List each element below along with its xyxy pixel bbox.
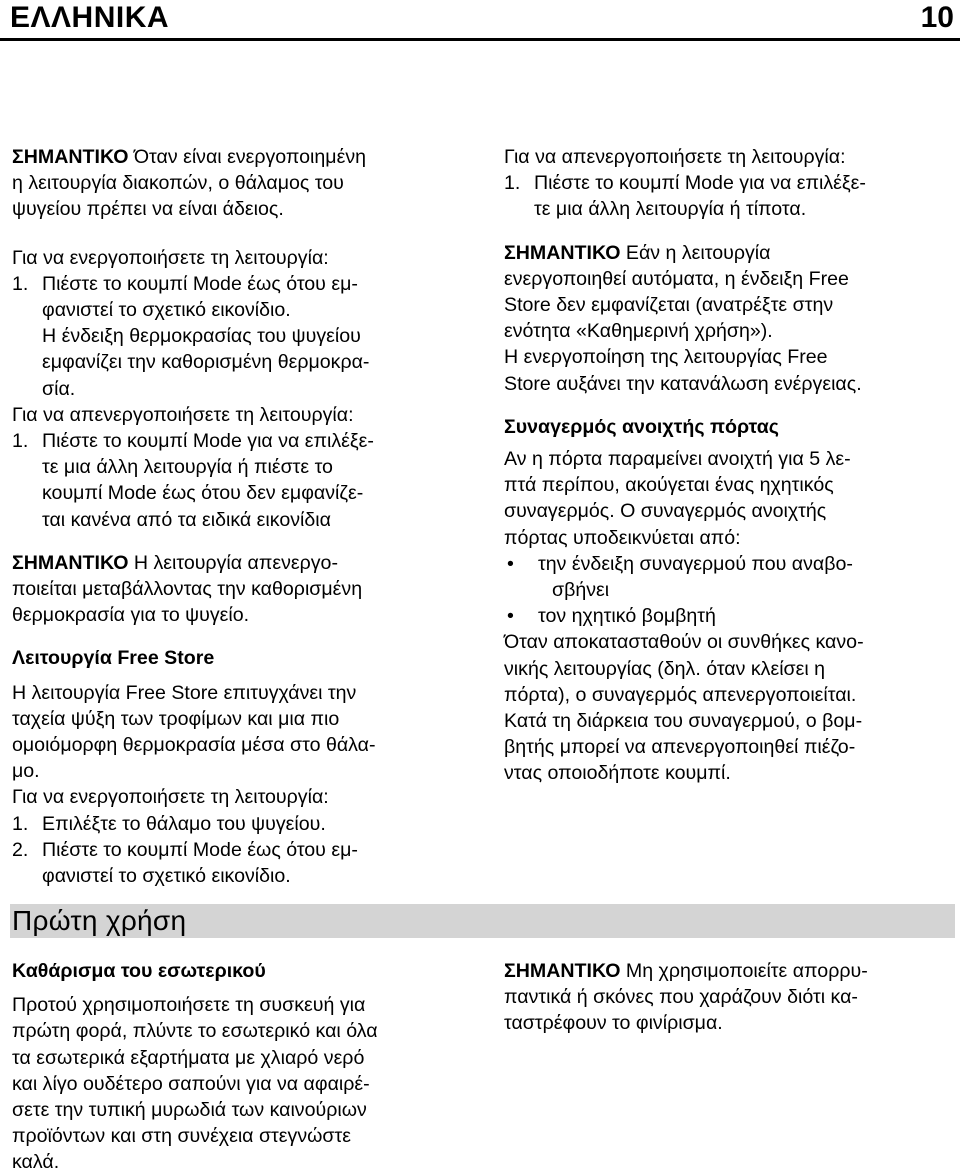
left-column: ΣΗΜΑΝΤΙΚΟ Όταν είναι ενεργοποιημένη η λειτουργία διακοπών, ο θάλαμος του ψυγείου πρέπει να είναι άδειος. Για να ενεργοποιήσετε τη λειτουργία: 1. Πιέστε το κουμπί Mode έως ότου εμ- φανιστεί το σχετικό εικονίδιο. Η ένδειξη θερμοκρασίας του ψυγείου εμφανίζει την καθορισμένη θερμοκρα- σία. Για να απενεργοποιήσετε τη λειτουργία: 1. Πιέστε το κουμπί Mode για να επιλέξε- τε μια άλλη λειτουργία ή πιέστε το κουμπί Mode έως ότου δεν εμφανίζε- ται κανένα από τα ειδικά εικονίδια ΣΗΜΑΝΤΙΚΟ Η λειτουργία απενεργο- ποιείται μεταβάλλοντας την καθορισμένη θερμοκρασία για το ψυγείο. Λειτουργία Free Store Η λειτουργία Free Store επιτυγχάνει την ταχεία ψύξη των τροφίμων και μια πιο ομοιόμορφη θερμοκρασία μέσα στο θάλα- μο. Για να ενεργοποιήσετε τη λειτουργία: 1. Επιλέξτε το θάλαμο του ψυγείου. 2. Πιέστε το κουμπί Mode έως ότου εμ- φανιστεί το σχετικό εικονίδιο. — [12, 144, 472, 889]
list-item: • την ένδειξη συναγερμού που αναβο- σβήνει — [507, 552, 853, 602]
door-alarm-heading: Συναγερμός ανοιχτής πόρτας — [504, 415, 779, 438]
free-store-activate-intro: Για να ενεργοποιήσετε τη λειτουργία: — [12, 786, 329, 809]
important-note: ΣΗΜΑΝΤΙΚΟ Μη χρησιμοποιείτε απορρυ- — [504, 960, 868, 982]
language-label: ΕΛΛΗΝΙΚΑ — [10, 1, 170, 34]
activate-step-1: 1. Πιέστε το κουμπί Mode έως ότου εμ- φανιστεί το σχετικό εικονίδιο. Η ένδειξη θερμοκρασίας του ψυγείου εμφανίζει την καθορισμένη θερμοκρα- σία. — [12, 272, 370, 400]
important-label: ΣΗΜΑΝΤΙΚΟ — [504, 960, 621, 982]
important-note-2: ΣΗΜΑΝΤΙΚΟ Η λειτουργία απενεργο- — [12, 551, 338, 574]
deactivate-step-1: 1. Πιέστε το κουμπί Mode για να επιλέξε- τε μια άλλη λειτουργία ή τίποτα. — [504, 172, 866, 221]
important-label: ΣΗΜΑΝΤΙΚΟ — [12, 551, 129, 574]
free-store-step-1: 1. Επιλέξτε το θάλαμο του ψυγείου. — [12, 812, 326, 835]
first-use-left-column: Καθάρισμα του εσωτερικού Προτού χρησιμοποιήσετε τη συσκευή για πρώτη φορά, πλύντε το εσωτερικό και όλα τα εσωτερικά εξαρτήματα με χλιαρό νερό και λίγο ουδέτερο σαπούνι για να αφαιρέ- σετε την τυπική μυρωδιά των καινούριων προϊόντων και στη συνέχεια στεγνώστε καλά. — [12, 958, 472, 1176]
right-column: Για να απενεργοποιήσετε τη λειτουργία: 1. Πιέστε το κουμπί Mode για να επιλέξε- τε μια άλλη λειτουργία ή τίποτα. ΣΗΜΑΝΤΙΚΟ Εάν η λειτουργία ενεργοποιηθεί αυτόματα, η ένδειξη Free Store δεν εμφανίζεται (ανατρέξτε στην ενότητα «Καθημερινή χρήση»). Η ενεργοποίηση της λειτουργίας Free Store αυξάνει την κατανάλωση ενέργειας. Συναγερμός ανοιχτής πόρτας Αν η πόρτα παραμείνει ανοιχτή για 5 λε- πτά περίπου, ακούγεται ένας ηχητικός συναγερμός. Ο συναγερμός ανοιχτής πόρτας υποδεικνύεται από: • την ένδειξη συναγερμού που αναβο- σβήνει • τον ηχητικό βομβητή Όταν αποκατασταθούν οι συνθήκες κανο- νικής λειτουργίας (δηλ. όταν κλείσει η πόρτα), ο συναγερμός απενεργοποιείται. Κατά τη διάρκεια του συναγερμού, ο βομ- βητής μπορεί να απενεργοποιηθεί πιέζο- ντας οποιοδήποτε κουμπί. — [504, 144, 954, 787]
activate-intro: Για να ενεργοποιήσετε τη λειτουργία: — [12, 246, 329, 269]
free-store-heading: Λειτουργία Free Store — [12, 647, 215, 670]
page-number: 10 — [920, 1, 954, 34]
page-header — [0, 0, 960, 41]
free-store-step-2: 2. Πιέστε το κουμπί Mode έως ότου εμ- φανιστεί το σχετικό εικονίδιο. — [12, 838, 358, 888]
bullet-icon: • — [507, 605, 514, 628]
deactivate-intro: Για να απενεργοποιήσετε τη λειτουργία: — [504, 146, 846, 168]
section-title: Πρώτη χρήση — [12, 905, 187, 936]
list-item: • τον ηχητικό βομβητή — [504, 603, 954, 629]
section-header — [10, 904, 955, 938]
deactivate-intro: Για να απενεργοποιήσετε τη λειτουργία: — [12, 403, 354, 426]
important-label: ΣΗΜΑΝΤΙΚΟ — [504, 241, 621, 264]
bullet-icon: • — [507, 552, 514, 575]
important-label: ΣΗΜΑΝΤΙΚΟ — [12, 146, 129, 168]
important-note-1: ΣΗΜΑΝΤΙΚΟ Όταν είναι ενεργοποιημένη — [12, 146, 367, 168]
first-use-right-column: ΣΗΜΑΝΤΙΚΟ Μη χρησιμοποιείτε απορρυ- παντικά ή σκόνες που χαράζουν διότι κα- ταστρέφουν το φινίρισμα. — [504, 958, 954, 1037]
deactivate-step-1: 1. Πιέστε το κουμπί Mode για να επιλέξε- τε μια άλλη λειτουργία ή πιέστε το κουμπί Mode έως ότου δεν εμφανίζε- ται κανένα από τα ειδικά εικονίδια — [12, 430, 374, 531]
important-note: ΣΗΜΑΝΤΙΚΟ Εάν η λειτουργία — [504, 241, 771, 264]
cleaning-heading: Καθάρισμα του εσωτερικού — [12, 960, 266, 982]
